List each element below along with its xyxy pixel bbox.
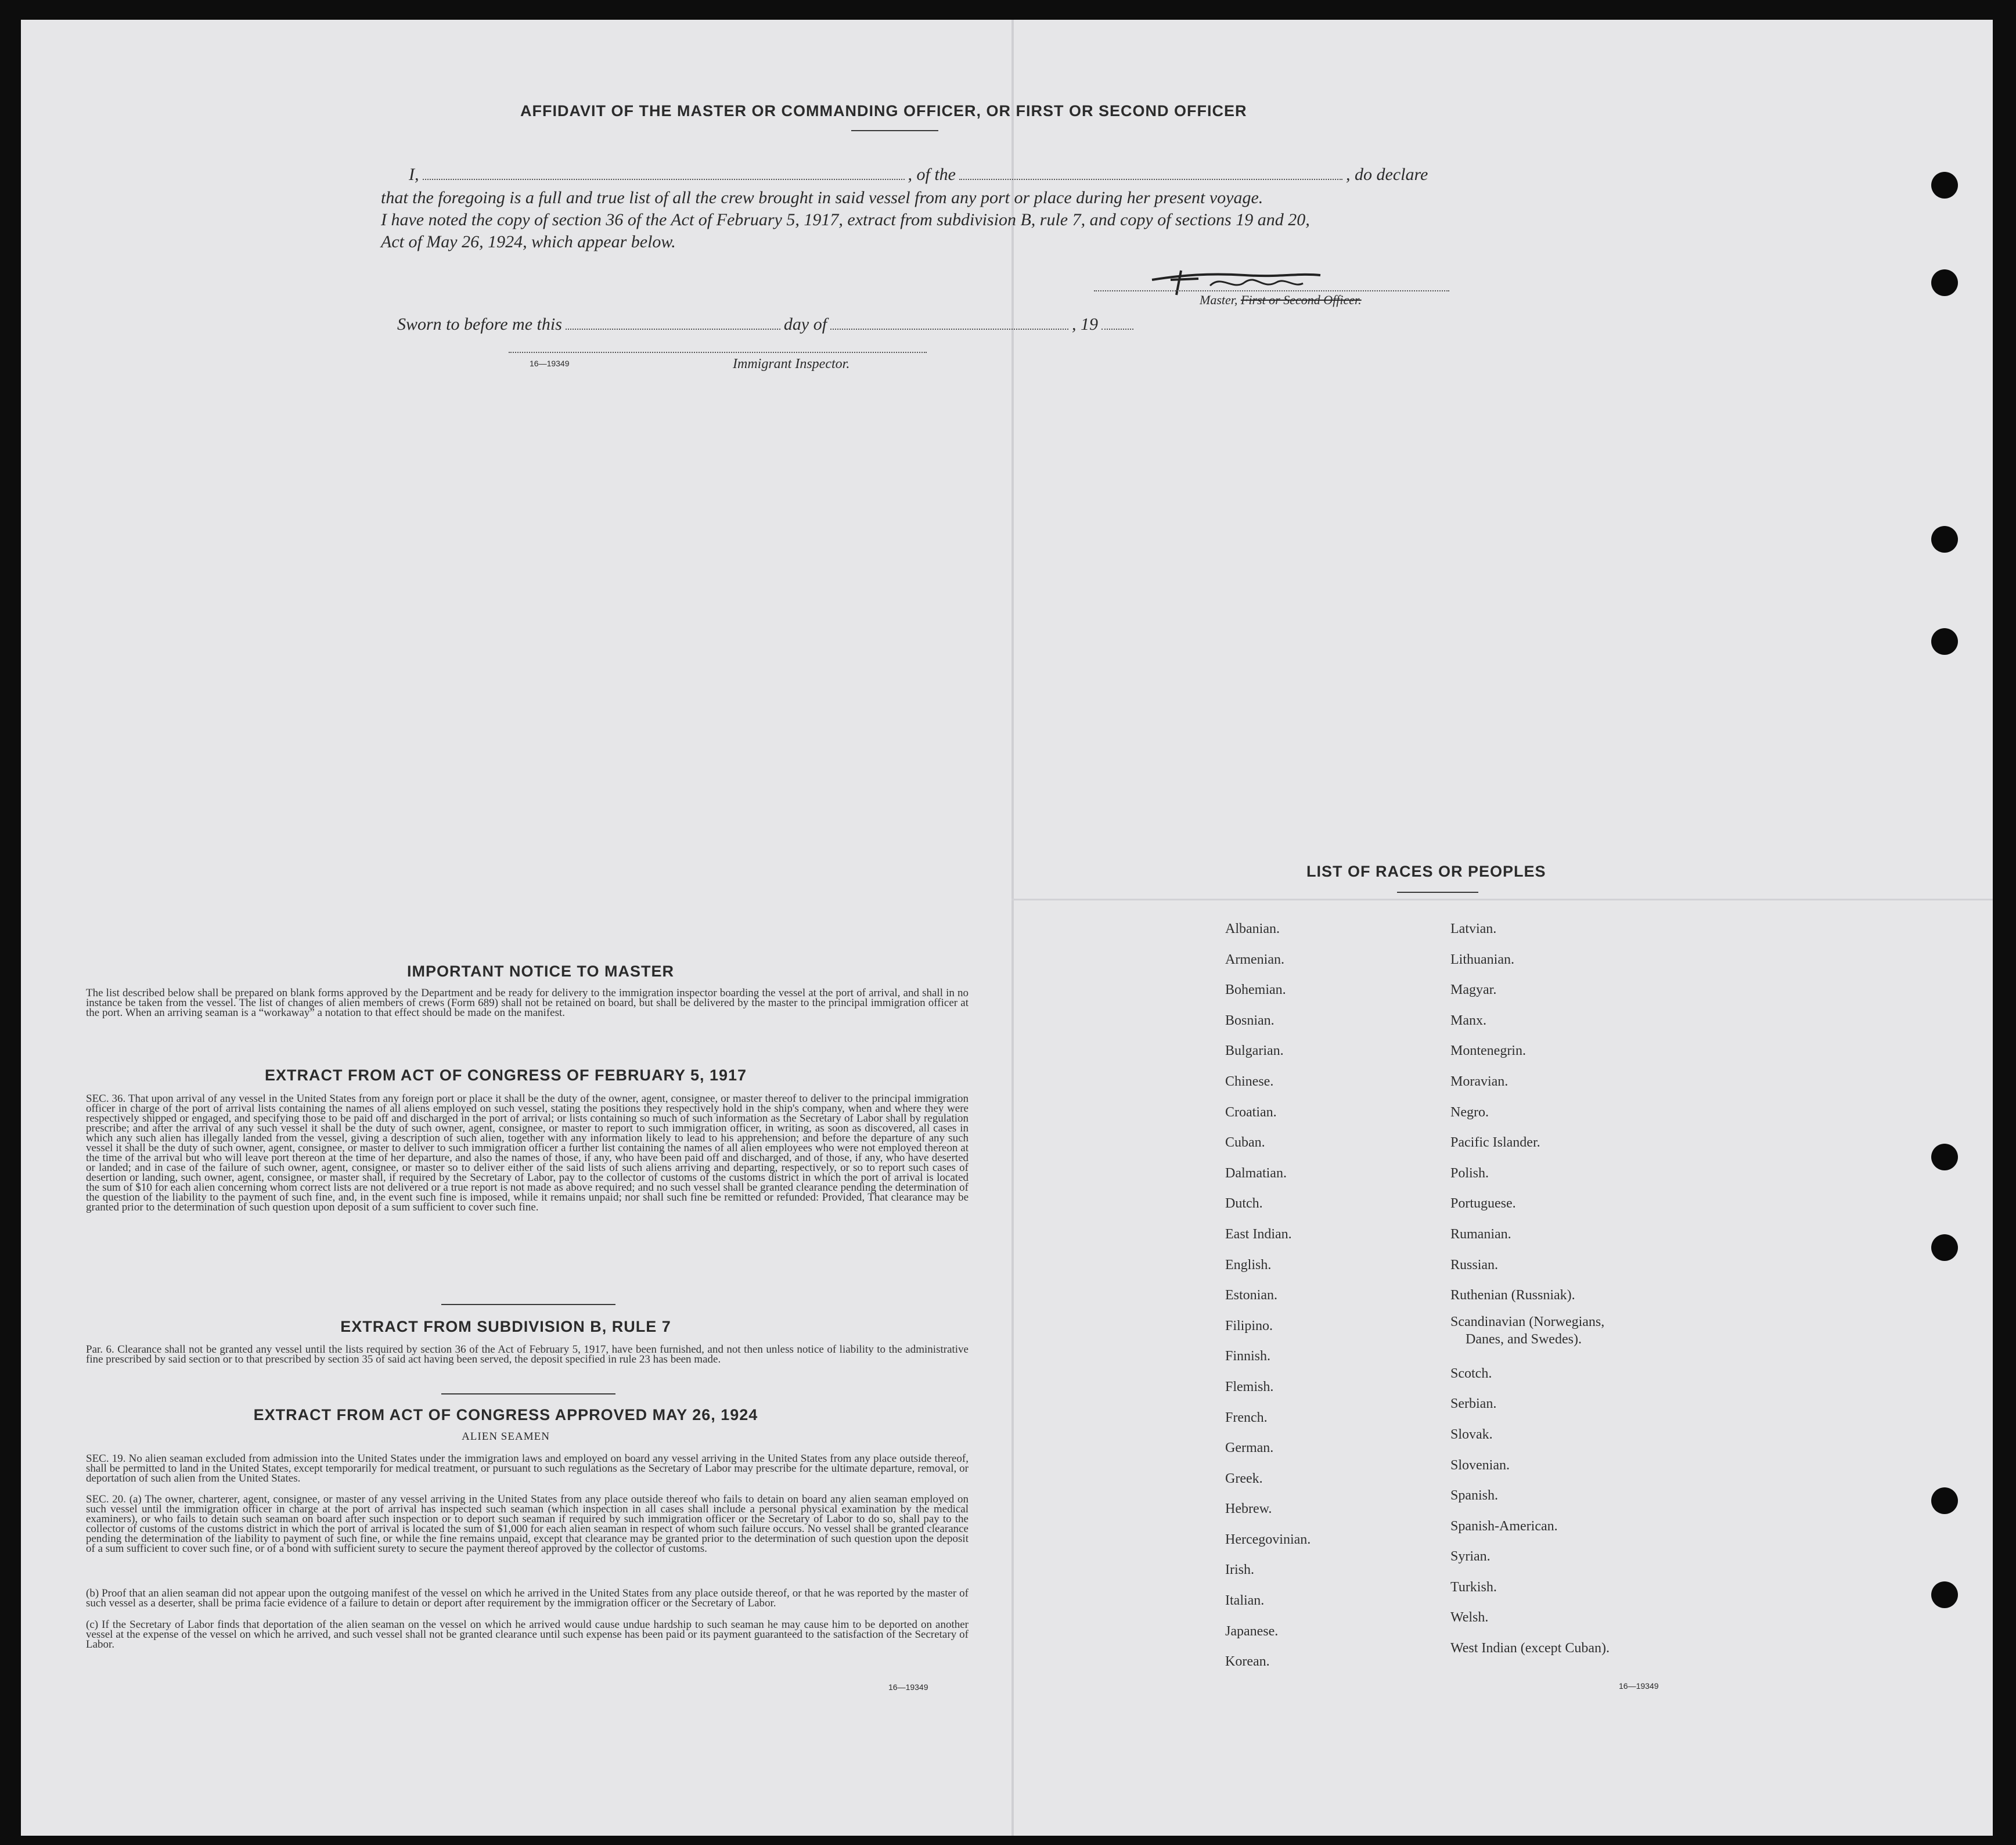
punch-hole <box>1931 1581 1958 1608</box>
sec20b-text: (b) Proof that an alien seaman did not appear upon the outgoing manifest of the vessel on which he arrived in the United States from any place outside thereof, or that he was reported by the master of such vessel as a deserter, shall be prima facie evidence of a failure to detain or deport after requirement by the immigration officer or the Secretary of Labor. <box>86 1587 969 1609</box>
race-item: Ruthenian (Russniak). <box>1450 1288 1575 1303</box>
rule-1 <box>441 1304 615 1305</box>
race-item: Portuguese. <box>1450 1196 1516 1212</box>
notice-text: The list described below shall be prepared on blank forms approved by the Department and be ready for delivery to the immigration inspector boarding the vessel at the port of arrival, and shall in no instance be taken from the vessel. The list of changes of alien members of crews (Form 689) shall not be retained on board, but shall be delivered by the master to the principal immigration officer at the port. When an arriving seaman is a “workaway” a notation to that effect should be made on the manifest. <box>86 987 969 1019</box>
race-item: Italian. <box>1225 1593 1265 1609</box>
inspector-line <box>509 352 927 353</box>
race-item: Hebrew. <box>1225 1501 1272 1517</box>
name-blank <box>423 179 905 180</box>
caption-master: Master, <box>1200 293 1241 307</box>
race-item: Slovenian. <box>1450 1457 1510 1473</box>
race-item: Syrian. <box>1450 1549 1491 1565</box>
race-item: Hercegovinian. <box>1225 1532 1311 1547</box>
race-item: Montenegrin. <box>1450 1043 1526 1059</box>
race-item: Korean. <box>1225 1654 1270 1670</box>
races-form-number: 16—19349 <box>1619 1681 1659 1691</box>
race-item: Spanish-American. <box>1450 1518 1558 1534</box>
extract-1917-text: SEC. 36. That upon arrival of any vessel in the United States from any foreign port or place it shall be the duty of the owner, agent, consignee, or master thereof to deliver to the principal immigration officer in charge of the port of arrival lists containing the names of all aliens employed on such vessel, stating the positions they respectively hold in the ship's company, when and where they were respectively shipped or engaged, and specifying those to be paid off and discharged in the port of arrival; or lists containing so much of such information as the Secretary of Labor shall by regulation prescribe; and after the arrival of any such vessel it shall be the duty of such owner, agent, consignee, or master to report to such immigration officer, in writing, as soon as discovered, all cases in which any such alien has illegally landed from the vessel, giving a description of such alien, together with any information likely to lead to his apprehension; and before the departure of any such vessel it shall be the duty of such owner, agent, consignee, or master to deliver to such immigration officer a further list containing the names of all alien employees who were not employed thereon at the time of the arrival but who will leave port thereon at the time of her departure, and also the names of those, if any, who have been paid off and discharged, and of those, if any, who have deserted or landed; and in case of the failure of such owner, agent, consignee, or master so to deliver either of the said lists of such aliens arriving and departing, respectively, or so to report such cases of desertion or landing, such owner, agent, consignee, or master shall, if required by the Secretary of Labor, pay to the collector of customs of the customs district in which the port of arrival is located the sum of $10 for each alien concerning whom correct lists are not delivered or a true report is not made as above required; and no such vessel shall be granted clearance pending the determination of the question of the liability to the payment of such fine, and, in the event such fine is imposed, while it remains unpaid; nor shall such fine be remitted or refunded: Provided, That clearance may be granted prior to the determination of such question upon deposit of a sum sufficient to cover such fine. <box>86 1093 969 1213</box>
races-title: LIST OF RACES OR PEOPLES <box>1306 863 1546 880</box>
race-item: Moravian. <box>1450 1073 1509 1089</box>
race-item: Lithuanian. <box>1450 952 1514 967</box>
affidavit-title: AFFIDAVIT OF THE MASTER OR COMMANDING OFFICER, OR FIRST OR SECOND OFFICER <box>520 102 1247 120</box>
punch-hole <box>1931 1144 1958 1170</box>
document-sheet <box>21 20 1993 1836</box>
sec20c-text: (c) If the Secretary of Labor finds that deportation of the alien seaman on the vessel on which he arrived would cause undue hardship to such seaman he may cause him to be deported on another vessel at the expense of the vessel on which he arrived, and such vessel shall not be granted clearance until such expense has been paid or its payment guaranteed to the satisfaction of the Secretary of Labor. <box>86 1619 969 1651</box>
punch-hole <box>1931 526 1958 553</box>
race-item: Finnish. <box>1225 1349 1271 1364</box>
race-item: Japanese. <box>1225 1623 1279 1639</box>
alien-seamen-subtitle: ALIEN SEAMEN <box>462 1430 550 1443</box>
declaration-line-4: Act of May 26, 1924, which appear below. <box>381 232 676 251</box>
day-of-label: day of <box>783 315 827 334</box>
title-rule <box>851 130 938 131</box>
affidavit-form-number: 16—19349 <box>530 359 570 368</box>
caption-struck: First or Second Officer. <box>1240 293 1362 307</box>
month-blank <box>830 329 1068 330</box>
sec19-text: SEC. 19. No alien seaman excluded from admission into the United States under the immigration laws and employed on board any vessel arriving in the United States from any place outside thereof, shall be permitted to land in the United States, except temporarily for medical treatment, or pursuant to such regulations as the Secretary of Labor may prescribe for the ultimate departure, removal, or deportation of such alien from the United States. <box>86 1453 969 1484</box>
extract-rule7-title: EXTRACT FROM SUBDIVISION B, RULE 7 <box>340 1318 671 1335</box>
race-item: Latvian. <box>1450 921 1497 936</box>
race-item: Bosnian. <box>1225 1012 1275 1028</box>
race-item: Polish. <box>1450 1165 1489 1181</box>
race-item: French. <box>1225 1410 1268 1425</box>
sworn-label: Sworn to before me this <box>397 315 562 334</box>
year-label: , 19 <box>1072 315 1099 334</box>
extract-1924-title: EXTRACT FROM ACT OF CONGRESS APPROVED MAY 26, 1924 <box>253 1406 758 1424</box>
race-item: Bulgarian. <box>1225 1043 1284 1059</box>
day-blank <box>566 329 780 330</box>
extract-form-number: 16—19349 <box>888 1682 928 1692</box>
race-item: English. <box>1225 1257 1272 1273</box>
declaration-line-1 <box>381 164 1473 186</box>
extract-rule7-text: Par. 6. Clearance shall not be granted any vessel until the lists required by section 36 of the Act of February 5, 1917, have been furnished, and not then unless notice of liability to the administrative fine prescribed by said section or to that prescribed by section 35 of said act having been served, the deposit specified in rule 23 has been made. <box>86 1343 969 1365</box>
race-item: Bohemian. <box>1225 982 1286 998</box>
i-label: I, <box>409 165 419 184</box>
race-item <box>1450 1311 1610 1358</box>
sworn-line <box>397 313 1489 336</box>
horizontal-fold <box>1011 899 1993 900</box>
race-item: West Indian (except Cuban). <box>1450 1641 1610 1656</box>
race-item: Russian. <box>1450 1257 1499 1273</box>
race-item: Dalmatian. <box>1225 1165 1287 1181</box>
punch-hole <box>1931 628 1958 655</box>
race-item: Slovak. <box>1450 1426 1493 1442</box>
race-item: Scotch. <box>1450 1365 1492 1381</box>
center-fold <box>1011 20 1014 1836</box>
race-item-line-2: Danes, and Swedes). <box>1466 1331 1582 1347</box>
sec20a-text: SEC. 20. (a) The owner, charterer, agent, consignee, or master of any vessel arriving in the United States from any place outside thereof who fails to detain on board any alien seaman employed on such vessel until the immigration officer in charge at the port of arrival has inspected such seaman (which inspection in all cases shall include a personal physical examination by the medical examiners), or who fails to detain such seaman on board after such inspection or to deport such seaman if required by such immigration officer or the Secretary of Labor to do so, shall pay to the collector of customs of the customs district in which the port of arrival is located the sum of $1,000 for each alien seaman in respect of whom such failure occurs. No vessel shall be granted clearance pending the determination of the liability to payment of such fine, or while the fine remains unpaid, except that clearance may be granted prior to the determination of such question upon the deposit of a sum sufficient to cover such fine, or of a bond with sufficient surety to secure the payment thereof approved by the collector of customs. <box>86 1493 969 1555</box>
race-item: Magyar. <box>1450 982 1497 998</box>
races-right-column <box>1450 914 1610 1664</box>
races-left-column <box>1225 914 1311 1677</box>
race-item: German. <box>1225 1440 1274 1456</box>
vessel-blank <box>959 179 1342 180</box>
punch-hole <box>1931 269 1958 296</box>
race-item: Filipino. <box>1225 1318 1273 1334</box>
race-item: East Indian. <box>1225 1226 1292 1242</box>
race-item: Dutch. <box>1225 1196 1263 1212</box>
race-item: Albanian. <box>1225 921 1280 936</box>
race-item: Pacific Islander. <box>1450 1135 1540 1151</box>
race-item: Chinese. <box>1225 1073 1274 1089</box>
race-item: Irish. <box>1225 1562 1254 1578</box>
declaration-line-3: I have noted the copy of section 36 of the Act of February 5, 1917, extract from subdivision B, rule 7, and copy of sections 19 and 20, <box>381 210 1310 229</box>
signature-line <box>1094 290 1449 291</box>
race-item: Greek. <box>1225 1471 1263 1486</box>
inspector-label: Immigrant Inspector. <box>733 356 850 372</box>
race-item: Manx. <box>1450 1012 1486 1028</box>
rule-2 <box>441 1393 615 1394</box>
race-item-line-1: Scandinavian (Norwegians, <box>1450 1314 1605 1329</box>
race-item: Cuban. <box>1225 1135 1265 1151</box>
race-item: Estonian. <box>1225 1288 1277 1303</box>
races-rule <box>1397 892 1478 893</box>
do-declare-label: , do declare <box>1346 165 1428 184</box>
race-item: Rumanian. <box>1450 1226 1511 1242</box>
race-item: Turkish. <box>1450 1579 1497 1595</box>
punch-hole <box>1931 172 1958 199</box>
signature-caption <box>1200 293 1362 308</box>
race-item: Croatian. <box>1225 1104 1277 1120</box>
extract-1917-title: EXTRACT FROM ACT OF CONGRESS OF FEBRUARY 5, 1917 <box>264 1066 747 1084</box>
notice-title: IMPORTANT NOTICE TO MASTER <box>407 963 674 980</box>
race-item: Spanish. <box>1450 1488 1499 1504</box>
punch-hole <box>1931 1487 1958 1514</box>
of-the-label: , of the <box>908 165 956 184</box>
race-item: Armenian. <box>1225 952 1284 967</box>
race-item: Welsh. <box>1450 1610 1489 1626</box>
punch-hole <box>1931 1234 1958 1261</box>
year-blank <box>1101 329 1133 330</box>
declaration-line-2: that the foregoing is a full and true list of all the crew brought in said vessel from any port or place during her present voyage. <box>381 188 1263 207</box>
race-item: Serbian. <box>1450 1396 1497 1412</box>
race-item: Flemish. <box>1225 1379 1274 1394</box>
race-item: Negro. <box>1450 1104 1489 1120</box>
